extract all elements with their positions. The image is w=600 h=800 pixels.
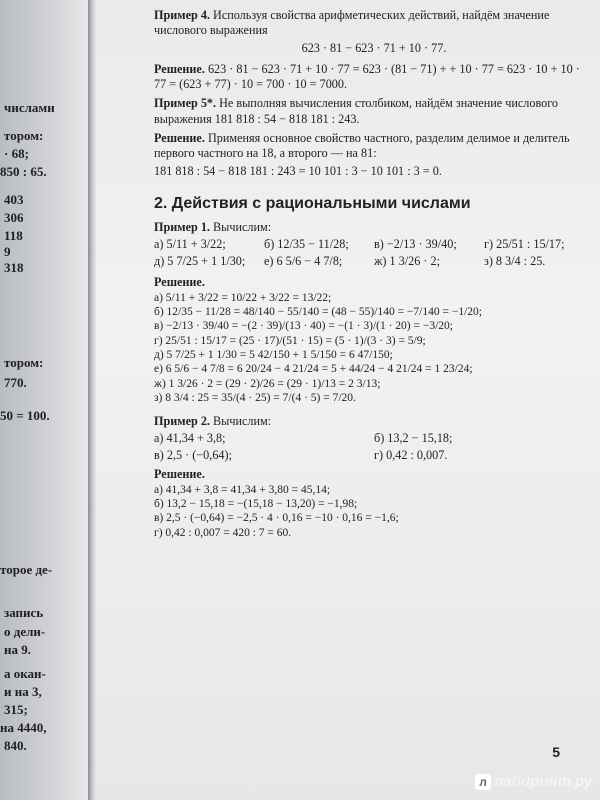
section-title: 2. Действия с рациональными числами [154,194,471,212]
left-page-fragment: а окан- [4,666,46,681]
left-page-fragment: 50 = 100. [0,408,50,423]
task-item: ж) 1 3/26 · 2; [374,254,440,268]
left-page-fragment: и на 3, [4,684,42,699]
solution-1-lines [154,291,594,406]
task-item: в) 2,5 · (−0,64); [154,448,232,462]
left-page-fragment: тором: [4,355,44,370]
task-item: г) 25/51 : 15/17; [484,236,565,251]
solution-2-lines [154,483,594,541]
solution-line: б) 12/35 − 11/28 = 48/140 − 55/140 = (48 − 55)/140 = −7/140 = −1/20; [154,305,482,318]
left-page-fragment: 770. [4,375,27,390]
solution-2-label: Решение. [154,467,205,482]
task-item: в) −2/13 · 39/40; [374,236,457,251]
solution-line: е) 6 5/6 − 4 7/8 = 6 20/24 − 4 21/24 = 5 + 44/24 − 4 21/24 = 1 23/24; [154,363,473,376]
example-4-expression: 623 · 81 − 623 · 71 + 10 · 77. [301,40,447,55]
watermark: л лабиринт.ру [475,773,592,790]
task-item: а) 5/11 + 3/22; [154,236,226,251]
left-page-fragment: на 9. [4,642,31,657]
solution-line: в) −2/13 · 39/40 = −(2 · 39)/(13 · 40) = −(1 · 3)/(1 · 20) = −3/20; [154,320,453,333]
task-item: з) 8 3/4 : 25. [484,254,546,268]
left-page-fragment: 315; [4,702,28,717]
left-page-fragment: числами [4,100,55,115]
task-item: е) 6 5/6 − 4 7/8; [264,254,343,268]
left-page-fragment: на 4440, [0,720,47,735]
left-page-fragment: тором: [4,128,44,143]
solution-line: г) 25/51 : 15/17 = (25 · 17)/(51 · 15) = (5 · 1)/(3 · 3) = 5/9; [154,334,426,347]
page-number: 5 [552,744,560,760]
solution-line: ж) 1 3/26 · 2 = (29 · 2)/26 = (29 · 1)/13 = 2 3/13; [154,377,381,390]
left-page-fragment: 318 [4,260,24,275]
solution-line: в) 2,5 · (−0,64) = −2,5 · 4 · 0,16 = −10 · 0,16 = −1,6; [154,512,399,525]
solution-line: з) 8 3/4 : 25 = 35/(4 · 25) = 7/(4 · 5) = 7/20. [154,392,356,405]
solution-5: Решение. Применяя основное свойство частного, разделим делимое и делитель первого частного на 18, а второго — на 81: [154,130,570,160]
solution-line: б) 13,2 − 15,18 = −(15,18 − 13,20) = −1,98; [154,497,358,510]
task-item: а) 41,34 + 3,8; [154,430,226,445]
solution-line: а) 5/11 + 3/22 = 10/22 + 3/22 = 13/22; [154,291,332,304]
task-item: б) 13,2 − 15,18; [374,430,453,445]
left-page-fragment: · 68; [4,146,29,161]
task-row [154,431,594,446]
solution-5-expression: 181 818 : 54 − 818 181 : 243 = 10 101 : 3 − 10 101 : 3 = 0. [154,164,442,179]
left-page-fragment: 9 [4,244,11,259]
left-page-fragment: 850 : 65. [0,164,47,179]
task-row [154,448,594,463]
solution-line: г) 0,42 : 0,007 = 420 : 7 = 60. [154,526,292,539]
example-4: Пример 4. Используя свойства арифметических действий, найдём значение числового выражения [154,8,550,38]
labirint-logo-icon: л [475,774,491,790]
left-page-fragment: о дели- [4,624,46,639]
task-row [154,237,594,252]
left-page-fragment: запись [4,605,44,620]
left-page-fragment: 840. [4,738,27,753]
example-2-tasks [154,431,594,464]
solution-1-label: Решение. [154,275,205,290]
example-5: Пример 5*. Не выполняя вычисления столбиком, найдём значение числового выражения 181 818 : 54 − 818 181 : 243. [154,96,559,126]
page-content [154,8,594,540]
task-item: д) 5 7/25 + 1 1/30; [154,254,246,268]
example-1-tasks [154,237,594,270]
example-2: Пример 2. Вычислим: [154,413,272,428]
solution-line: д) 5 7/25 + 1 1/30 = 5 42/150 + 1 5/150 = 6 47/150; [154,349,393,361]
right-page [96,0,600,800]
left-page-fragment: 306 [4,210,24,225]
task-item: г) 0,42 : 0,007. [374,448,448,462]
left-page-fragment: торое де- [0,562,53,577]
left-page-fragment: 403 [4,192,24,207]
task-row [154,254,594,269]
solution-line: а) 41,34 + 3,8 = 41,34 + 3,80 = 45,14; [154,483,331,496]
solution-4: Решение. 623 · 81 − 623 · 71 + 10 · 77 = 623 · (81 − 71) + + 10 · 77 = 623 · 10 + 10 · 77 = (623 + 77) · 10 = 700 · 10 = 7000. [154,61,580,91]
left-page-fragment: 118 [4,228,23,243]
task-item: б) 12/35 − 11/28; [264,236,349,251]
example-1: Пример 1. Вычислим: [154,219,272,234]
left-page [0,0,88,800]
